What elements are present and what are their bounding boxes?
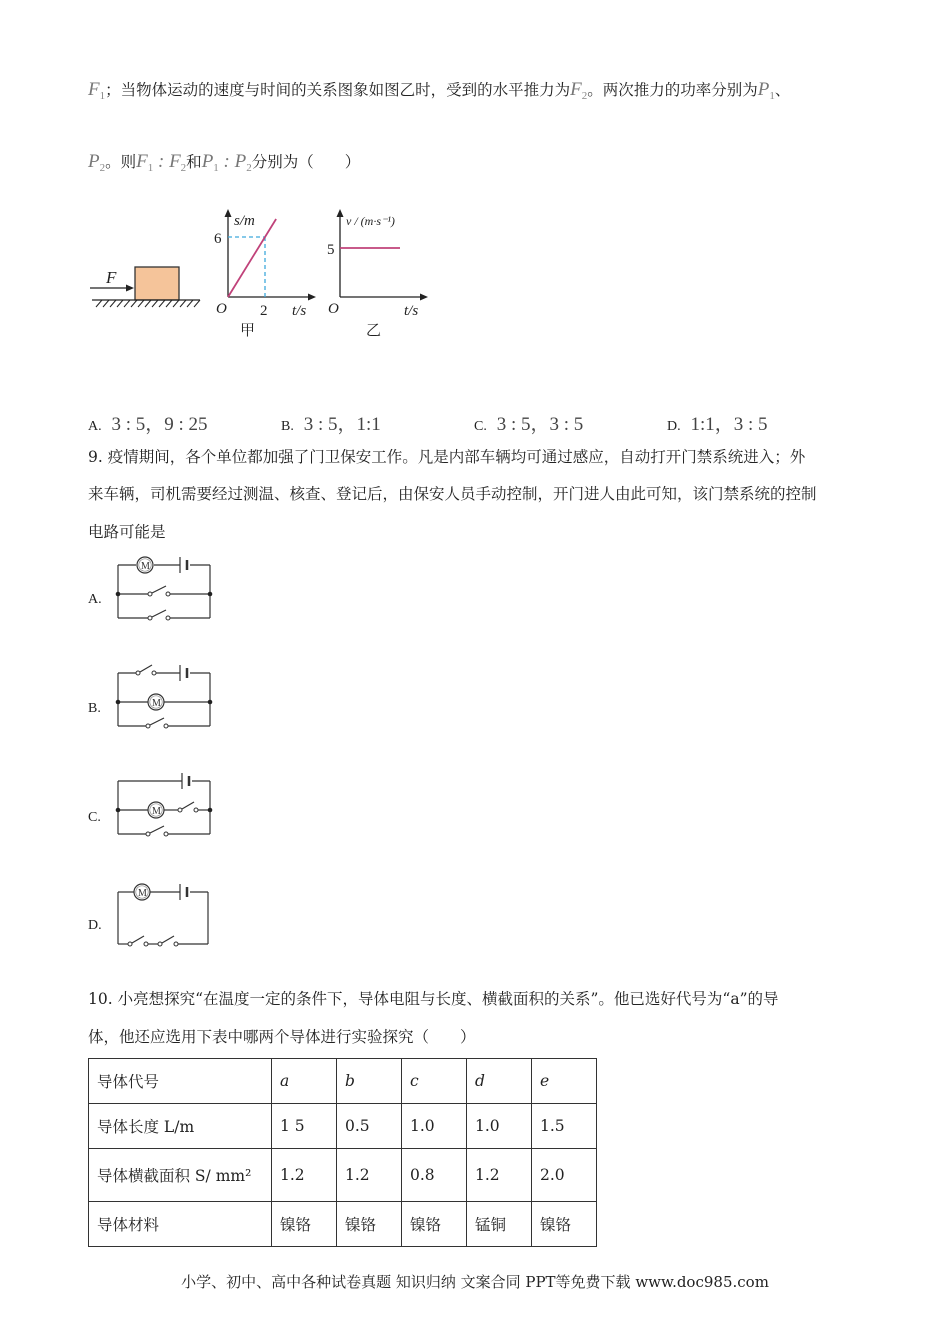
graph-yi-origin: O bbox=[328, 301, 339, 317]
graph-yi-caption: 乙 bbox=[366, 323, 382, 339]
q8-line-2: $P_2$。则$F_1$ : $F_2$和$P_1$ : $P_2$分别为（ ） bbox=[88, 151, 361, 174]
table-cell: a bbox=[272, 1059, 337, 1104]
q10-line-1: 10. 小亮想探究“在温度一定的条件下，导体电阻与长度、横截面积的关系”。他已选好代号为“a”的导 bbox=[88, 990, 779, 1008]
table-row bbox=[89, 1202, 597, 1247]
switch-icon bbox=[148, 610, 170, 620]
table-cell: c bbox=[402, 1059, 467, 1104]
junction-dot bbox=[208, 700, 213, 705]
circuit-c[interactable] bbox=[108, 768, 218, 843]
table-cell: 1.5 bbox=[532, 1104, 597, 1149]
q9-line-2: 来车辆，司机需要经过测温、核查、登记后，由保安人员手动控制，开门进人由此可知，该门禁系统的控制 bbox=[88, 485, 817, 503]
table-cell: d bbox=[467, 1059, 532, 1104]
table-cell: 1.2 bbox=[467, 1149, 532, 1202]
switch-icon bbox=[158, 936, 178, 946]
table-cell: 镍铬 bbox=[402, 1202, 467, 1247]
battery-icon bbox=[180, 665, 187, 681]
switch-icon bbox=[178, 802, 198, 812]
circuit-d[interactable] bbox=[108, 876, 218, 951]
junction-dot bbox=[116, 700, 121, 705]
q9-line-1: 9. 疫情期间，各个单位都加强了门卫保安工作。凡是内部车辆均可通过感应，自动打开门禁系统进入；外 bbox=[88, 448, 806, 466]
math-F1: $F_1$ bbox=[88, 79, 106, 102]
graph-yi-v-t bbox=[324, 205, 436, 340]
circuit-a[interactable] bbox=[108, 552, 218, 627]
table-cell: 导体长度 L/m bbox=[89, 1104, 272, 1149]
graph-jia-s-t bbox=[210, 205, 322, 340]
page-footer: 小学、初中、高中各种试卷真题 知识归纳 文案合同 PPT等免费下载 www.doc985.com bbox=[181, 1273, 769, 1291]
battery-icon bbox=[180, 557, 187, 573]
math-P2: $P_2$ bbox=[88, 151, 106, 174]
q9-option-a-label[interactable]: A. bbox=[88, 592, 102, 607]
table-cell: 1.2 bbox=[337, 1149, 402, 1202]
graph-yi-y-tick: 5 bbox=[327, 242, 335, 258]
q9-option-c-label[interactable]: C. bbox=[88, 810, 101, 825]
table-cell: b bbox=[337, 1059, 402, 1104]
table-cell: 导体横截面积 S/ mm² bbox=[89, 1149, 272, 1202]
math-F2: $F_2$ bbox=[570, 79, 588, 102]
table-cell: 镍铬 bbox=[272, 1202, 337, 1247]
motor-icon bbox=[134, 884, 150, 900]
q10-line-2: 体，他还应选用下表中哪两个导体进行实验探究（ ） bbox=[88, 1028, 476, 1046]
graph-jia-y-tick: 6 bbox=[214, 231, 222, 247]
graph-jia-x-label: t/s bbox=[292, 303, 307, 319]
motor-icon bbox=[148, 694, 164, 710]
graph-jia-data-line bbox=[228, 219, 276, 297]
table-cell: 0.8 bbox=[402, 1149, 467, 1202]
circuit-b[interactable] bbox=[108, 660, 218, 735]
graph-jia-origin: O bbox=[216, 301, 227, 317]
junction-dot bbox=[208, 808, 213, 813]
q8-option-a[interactable]: A. 3 : 5，9 : 25 bbox=[88, 414, 208, 435]
math-P1-P2-ratio: $P_1$ : $P_2$ bbox=[201, 151, 252, 174]
table-cell: 镍铬 bbox=[532, 1202, 597, 1247]
graph-jia-y-label: s/m bbox=[234, 213, 255, 229]
q8-option-d[interactable]: D. 1:1，3 : 5 bbox=[667, 414, 768, 435]
table-row bbox=[89, 1104, 597, 1149]
switch-icon bbox=[148, 586, 170, 596]
q9-option-b-label[interactable]: B. bbox=[88, 701, 101, 716]
math-P1: $P_1$ bbox=[757, 79, 775, 102]
table-cell: 导体材料 bbox=[89, 1202, 272, 1247]
graph-jia-caption: 甲 bbox=[240, 323, 256, 339]
table-cell: 1 5 bbox=[272, 1104, 337, 1149]
switch-icon bbox=[146, 718, 168, 728]
table-cell: 镍铬 bbox=[337, 1202, 402, 1247]
graph-yi-y-label: v / (m·s⁻¹) bbox=[346, 214, 395, 228]
graph-yi-x-label: t/s bbox=[404, 303, 419, 319]
motor-icon bbox=[148, 802, 164, 818]
table-cell: 1.2 bbox=[272, 1149, 337, 1202]
q9-option-d-label[interactable]: D. bbox=[88, 918, 102, 933]
table-cell: e bbox=[532, 1059, 597, 1104]
q8-line-1: $F_1$；当物体运动的速度与时间的关系图象如图乙时，受到的水平推力为$F_2$。两次推力的功率分别为$P_1$、 bbox=[88, 79, 791, 102]
switch-icon bbox=[136, 665, 156, 675]
force-label: F bbox=[106, 268, 117, 287]
table-cell: 1.0 bbox=[402, 1104, 467, 1149]
table-cell: 锰铜 bbox=[467, 1202, 532, 1247]
q8-option-b[interactable]: B. 3 : 5，1:1 bbox=[281, 414, 381, 435]
q9-line-3: 电路可能是 bbox=[88, 523, 166, 541]
svg-text:M: M bbox=[152, 806, 161, 817]
motor-icon bbox=[137, 557, 153, 573]
table-row bbox=[89, 1059, 597, 1104]
battery-icon bbox=[180, 884, 187, 900]
switch-icon bbox=[146, 826, 168, 836]
ground-hatching bbox=[96, 300, 200, 307]
junction-dot bbox=[116, 592, 121, 597]
battery-icon bbox=[182, 773, 189, 789]
junction-dot bbox=[116, 808, 121, 813]
table-cell: 导体代号 bbox=[89, 1059, 272, 1104]
svg-text:M: M bbox=[141, 561, 150, 572]
junction-dot bbox=[208, 592, 213, 597]
conductor-table bbox=[88, 1058, 597, 1247]
graph-jia-x-tick: 2 bbox=[260, 303, 268, 319]
table-cell: 2.0 bbox=[532, 1149, 597, 1202]
q8-option-c[interactable]: C. 3 : 5，3 : 5 bbox=[474, 414, 584, 435]
math-F1-F2-ratio: $F_1$ : $F_2$ bbox=[136, 151, 187, 174]
switch-icon bbox=[128, 936, 148, 946]
block bbox=[135, 267, 179, 300]
table-cell: 0.5 bbox=[337, 1104, 402, 1149]
table-row bbox=[89, 1149, 597, 1202]
block-figure bbox=[88, 255, 206, 315]
svg-text:M: M bbox=[138, 888, 147, 899]
table-cell: 1.0 bbox=[467, 1104, 532, 1149]
svg-text:M: M bbox=[152, 698, 161, 709]
